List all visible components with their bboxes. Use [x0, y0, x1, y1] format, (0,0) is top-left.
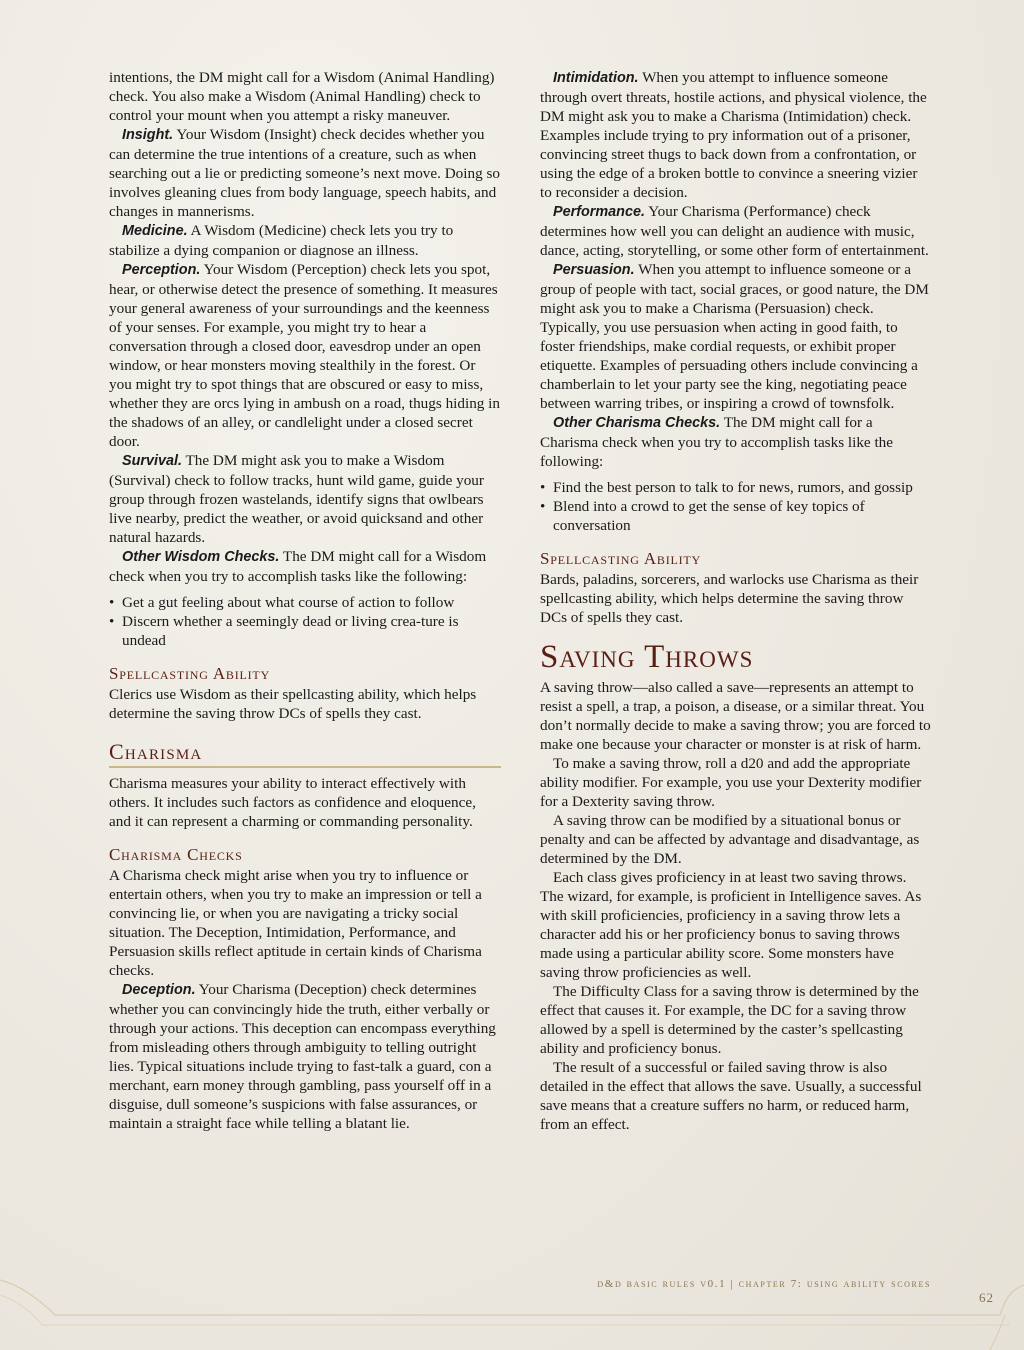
paragraph: A saving throw can be modified by a situational bonus or penalty and can be affected by advantage and disadvantage, as determined by the DM.: [540, 812, 920, 867]
paragraph: Each class gives proficiency in at least two saving throws. The wizard, for example, is proficient in Intelligence saves. As with skill proficiencies, proficiency in a saving throw lets a character add his or her proficiency bonus to saving throws made using a particular ability score. Some monsters have saving throw proficiencies as well.: [540, 869, 922, 981]
heading-charisma: Charisma: [109, 739, 501, 768]
paragraph-perception: [109, 260, 501, 451]
paragraph-survival: [109, 451, 501, 547]
paragraph: The result of a successful or failed saving throw is also detailed in the effect that allows the save. Usually, a successful save means that a creature suffers no harm, or reduced harm, from an effect.: [540, 1059, 922, 1133]
paragraph: The Difficulty Class for a saving throw is determined by the effect that causes it. For example, the DC for a saving throw allowed by a spell is determined by the caster’s spellcasting ability and proficiency bonus.: [540, 983, 919, 1057]
paragraph: Charisma measures your ability to interact effectively with others. It includes such factors as confidence and eloquence, and it can represent a charming or commanding personality.: [109, 775, 476, 830]
paragraph-deception: [109, 980, 501, 1133]
paragraph: A saving throw—also called a save—represents an attempt to resist a spell, a trap, a poison, a disease, or a similar threat. You don’t normally decide to make a saving throw; you are forced to make one because your character or monster is at risk of harm.: [540, 679, 931, 753]
paragraph: intentions, the DM might call for a Wisdom (Animal Handling) check. You also make a Wisdom (Animal Handling) check to control your mount when you attempt a risky maneuver.: [109, 69, 495, 124]
text-other-charisma: The DM might call for a Charisma check when you try to accomplish tasks like the following:: [540, 414, 894, 470]
paragraph-persuasion: [540, 260, 932, 413]
text-persuasion: When you attempt to influence someone or a group of people with tact, social graces, or good nature, the DM might ask you to make a Charisma (Persuasion) check. Typically, you use persuasion when acting in good faith, to foster friendships, make cordial requests, or exhibit proper etiquette. Examples of persuading others include convincing a chamberlain to let your party see the king, negotiating peace between warring tribes, or inspiring a crowd of townsfolk.: [540, 261, 929, 412]
term-performance: Performance.: [553, 204, 645, 220]
heading-charisma-checks: Charisma Checks: [109, 845, 243, 864]
paragraph: To make a saving throw, roll a d20 and add the appropriate ability modifier. For example, you use your Dexterity modifier for a Dexterity saving throw.: [540, 755, 922, 810]
text-deception: Your Charisma (Deception) check determines whether you can convincingly hide the truth, either verbally or through your actions. This deception can encompass everything from misleading others through ambiguity to telling outright lies. Typical situations include trying to fast-talk a guard, con a merchant, earn money through gambling, pass yourself off in a disguise, dull someone’s suspicions with false assurances, or maintain a straight face while telling a blatant lie.: [109, 981, 496, 1132]
wisdom-bullet-list: [109, 593, 501, 650]
term-survival: Survival.: [122, 453, 182, 469]
term-other-charisma: Other Charisma Checks.: [553, 415, 721, 431]
heading-saving-throws: Saving Throws: [540, 639, 754, 675]
term-insight: Insight.: [122, 127, 174, 143]
paragraph: Bards, paladins, sorcerers, and warlocks use Charisma as their spellcasting ability, which helps determine the saving throw DCs of spells they cast.: [540, 571, 919, 626]
paragraph: A Charisma check might arise when you try to influence or entertain others, when you try to make an impression or tell a convincing lie, or when you are navigating a tricky social situation. The Deception, Intimidation, Performance, and Persuasion skills reflect aptitude in certain kinds of Charisma checks.: [109, 867, 482, 979]
term-intimidation: Intimidation.: [553, 70, 639, 86]
term-persuasion: Persuasion.: [553, 262, 635, 278]
term-perception: Perception.: [122, 262, 201, 278]
list-item: • Blend into a crowd to get the sense of key topics of conversation: [540, 497, 932, 535]
text-medicine: A Wisdom (Medicine) check lets you try to stabilize a dying companion or diagnose an illness.: [109, 222, 454, 259]
text-performance: Your Charisma (Performance) check determines how well you can delight an audience with music, dance, acting, storytelling, or some other form of entertainment.: [540, 203, 929, 259]
paragraph: Clerics use Wisdom as their spellcasting ability, which helps determine the saving throw DCs of spells they cast.: [109, 686, 477, 722]
paragraph-insight: [109, 125, 501, 221]
list-item: • Find the best person to talk to for news, rumors, and gossip: [540, 478, 932, 497]
paragraph-other-charisma: [540, 413, 932, 471]
running-footer: d&d basic rules v0.1 | chapter 7: using ability scores: [597, 1278, 931, 1290]
paragraph-other-wisdom: [109, 547, 501, 586]
paragraph-intimidation: [540, 68, 932, 202]
paragraph-medicine: [109, 221, 501, 260]
term-medicine: Medicine.: [122, 223, 188, 239]
text-other-wisdom: The DM might call for a Wisdom check when you try to accomplish tasks like the following:: [109, 548, 487, 585]
text-survival: The DM might ask you to make a Wisdom (Survival) check to follow tracks, hunt wild game, guide your group through frozen wastelands, identify signs that owlbears live nearby, predict the weather, or avoid quicksand and other natural hazards.: [109, 452, 484, 546]
term-deception: Deception.: [122, 982, 196, 998]
term-other-wisdom: Other Wisdom Checks.: [122, 549, 280, 565]
list-item: • Discern whether a seemingly dead or living crea-ture is undead: [109, 612, 501, 650]
heading-charisma-spellcasting: Spellcasting Ability: [540, 549, 702, 568]
paragraph-performance: [540, 202, 932, 260]
list-item: • Get a gut feeling about what course of action to follow: [109, 593, 501, 612]
text-perception: Your Wisdom (Perception) check lets you spot, hear, or otherwise detect the presence of something. It measures your general awareness of your surroundings and the keenness of your senses. For example, you might try to hear a conversation through a closed door, eavesdrop under an open window, or hear monsters moving stealthily in the forest. Or you might try to spot things that are obscured or easy to miss, whether they are orcs lying in ambush on a road, thugs hiding in the shadows of an alley, or candlelight under a closed secret door.: [109, 261, 500, 450]
charisma-bullet-list: [540, 478, 932, 535]
page-number: 62: [979, 1290, 994, 1305]
heading-wisdom-spellcasting: Spellcasting Ability: [109, 664, 271, 683]
right-column: [540, 68, 932, 1134]
text-intimidation: When you attempt to influence someone through overt threats, hostile actions, and physical violence, the DM might ask you to make a Charisma (Intimidation) check. Examples include trying to pry information out of a prisoner, convincing street thugs to back down from a confrontation, or using the edge of a broken bottle to convince a sneering vizier to reconsider a decision.: [540, 69, 927, 201]
page-border-flourish: [0, 1240, 1024, 1350]
left-column: [109, 68, 501, 1133]
text-insight: Your Wisdom (Insight) check decides whether you can determine the true intentions of a creature, such as when searching out a lie or predicting someone’s next move. Doing so involves gleaning clues from body language, speech habits, and changes in mannerisms.: [109, 126, 500, 220]
